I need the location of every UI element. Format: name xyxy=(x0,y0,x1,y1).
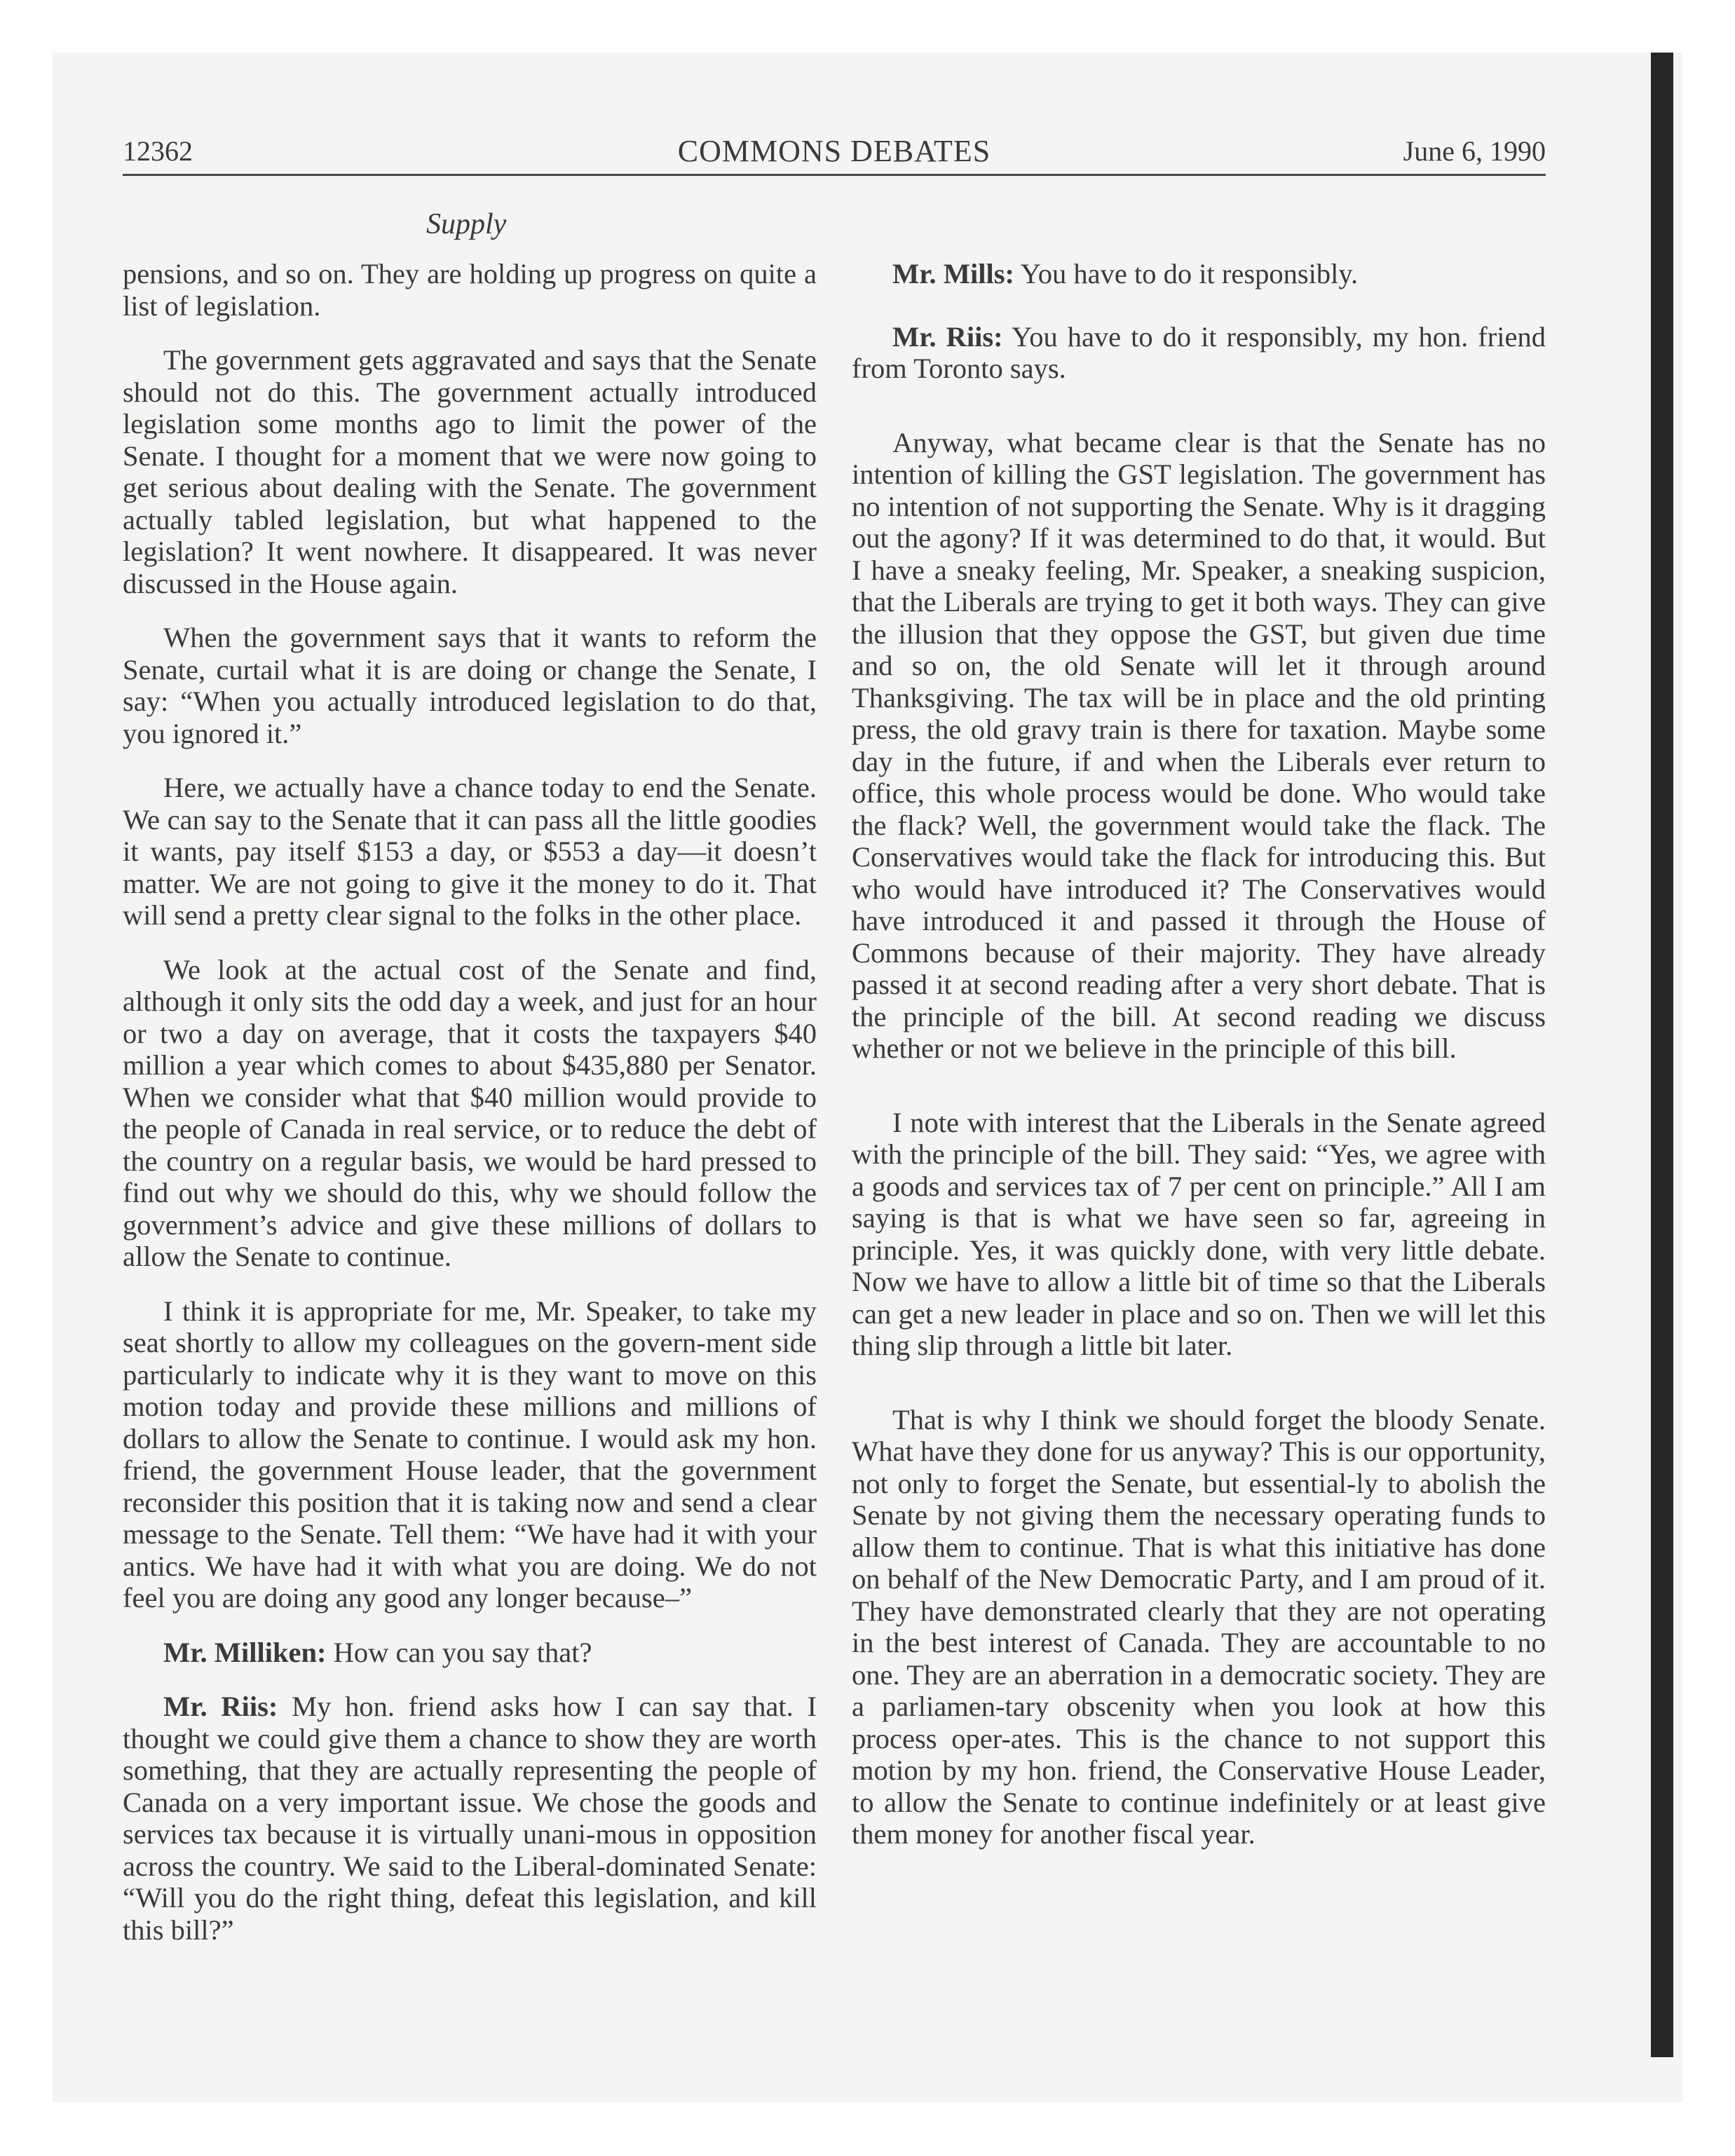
paragraph xyxy=(123,1295,817,1614)
section-heading: Supply xyxy=(426,208,507,240)
paragraph-text: Anyway, what became clear is that the Senate has no intention of killing the GST legislation. The government has no intention of not supporting the Senate. Why is it dragging out the agony? If it was determined to do that, it would. But I have a sneaky feeling, Mr. Speaker, a sneaking suspicion, that the Liberals are trying to get it both ways. They can give the illusion that they oppose the GST, but given due time and so on, the old Senate will let it through around Thanksgiving. The tax will be in place and the old printing press, the old gravy train is there for taxation. Maybe some day in the future, if and when the Liberals ever return to office, this whole process would be done. Who would take the flack? Well, the government would take the flack. The Conservatives would take the flack for introducing this. But who would have introduced it? The Conservatives would have introduced it and passed it through the House of Commons because of their majority. They have already passed it at second reading after a very short debate. That is the principle of the bill. At second reading we discuss whether or not we believe in the principle of this bill. xyxy=(852,426,1546,1064)
paragraph-text: That is why I think we should forget the bloody Senate. What have they done for us anyway? This is our opportunity, not only to forget the Senate, but essential-ly to abolish the Senate by not giving them the necessary operating funds to allow them to continue. That is what this initiative has done on behalf of the New Democratic Party, and I am proud of it. They have demonstrated clearly that they are not operating in the best interest of Canada. They are accountable to no one. They are an aberration in a democratic society. They are a parliamen-tary obscenity when you look at how this process oper-ates. This is the chance to not support this motion by my hon. friend, the Conservative House Leader, to allow the Senate to continue indefinitely or at least give them money for another fiscal year. xyxy=(852,1403,1546,1850)
paragraph xyxy=(123,622,817,749)
paragraph xyxy=(123,772,817,932)
page-header xyxy=(123,132,1546,176)
paragraph xyxy=(852,1404,1546,1850)
paragraph xyxy=(852,1107,1546,1362)
paragraph-text: How can you say that? xyxy=(333,1636,592,1668)
scan-edge-shadow xyxy=(1651,53,1673,2057)
paragraph-text: You have to do it responsibly. xyxy=(1020,258,1359,289)
paragraph xyxy=(852,258,1546,290)
paragraph xyxy=(123,1637,817,1669)
paragraph-text: The government gets aggravated and says that the Senate should not do this. The government actually introduced legislation some months ago to limit the power of the Senate. I thought for a moment that we were now going to get serious about dealing with the Senate. The government actually tabled legislation, but what happened to the legislation? It went nowhere. It disappeared. It was never discussed in the House again. xyxy=(123,344,817,599)
right-column xyxy=(852,258,1546,1873)
speaker-name: Mr. Riis: xyxy=(163,1691,278,1722)
paragraph-text: My hon. friend asks how I can say that. I thought we could give them a chance to show they are worth something, that they are actually representing the people of Canada on a very important issue. We chose the goods and services tax because it is virtually unani-mous in opposition across the country. We said to the Liberal-dominated Senate: “Will you do the right thing, defeat this legislation, and kill this bill?” xyxy=(123,1691,817,1946)
paragraph-text: We look at the actual cost of the Senate and find, although it only sits the odd day a week, and just for an hour or two a day on average, that it costs the taxpayers $40 million a year which comes to about $435,880 per Senator. When we consider what that $40 million would provide to the people of Canada in real service, or to reduce the debt of the country on a regular basis, we would be hard pressed to find out why we should do this, why we should follow the government’s advice and give these millions of dollars to allow the Senate to continue. xyxy=(123,953,817,1272)
speaker-name: Mr. Milliken: xyxy=(163,1636,327,1668)
paragraph-text: I note with interest that the Liberals in the Senate agreed with the principle of the bill. They said: “Yes, we agree with a goods and services tax of 7 per cent on principle.” All I am saying is that is what we have seen so far, agreeing in principle. Yes, it was quickly done, with very little debate. Now we have to allow a little bit of time so that the Liberals can get a new leader in place and so on. Then we will let this thing slip through a little bit later. xyxy=(852,1106,1546,1361)
left-column xyxy=(123,258,817,1968)
page-number: 12362 xyxy=(123,135,193,167)
paragraph-text: Here, we actually have a chance today to end the Senate. We can say to the Senate that it can pass all the little goodies it wants, pay itself $153 a day, or $553 a day—it doesn’t matter. We are not going to give it the money to do it. That will send a pretty clear signal to the folks in the other place. xyxy=(123,772,817,931)
speaker-name: Mr. Riis: xyxy=(892,320,1003,353)
paragraph-text: pensions, and so on. They are holding up progress on quite a list of legislation. xyxy=(123,258,817,322)
paragraph xyxy=(123,258,817,322)
paragraph-text: I think it is appropriate for me, Mr. Speaker, to take my seat shortly to allow my colleagues on the govern-ment side particularly to indicate why it is they want to move on this motion today and provide these millions and millions of dollars to allow the Senate to continue. I would ask my hon. friend, the government House leader, that the government reconsider this position that it is taking now and send a clear message to the Senate. Tell them: “We have had it with your antics. We have had it with what you are doing. We do not feel you are doing any good any longer because–” xyxy=(123,1295,817,1613)
paragraph xyxy=(852,427,1546,1065)
paragraph xyxy=(123,1691,817,1946)
speaker-name: Mr. Mills: xyxy=(892,258,1014,289)
publication-date: June 6, 1990 xyxy=(1403,135,1546,167)
paragraph-text: When the government says that it wants to reform the Senate, curtail what it is are doing or change the Senate, I say: “When you actually introduced legislation to do that, you ignored it.” xyxy=(123,622,817,749)
paragraph xyxy=(123,344,817,599)
paragraph-text: You have to do it responsibly, my hon. friend from Toronto says. xyxy=(852,320,1546,384)
paragraph xyxy=(852,321,1546,385)
publication-title: COMMONS DEBATES xyxy=(677,134,991,168)
paragraph xyxy=(123,954,817,1273)
